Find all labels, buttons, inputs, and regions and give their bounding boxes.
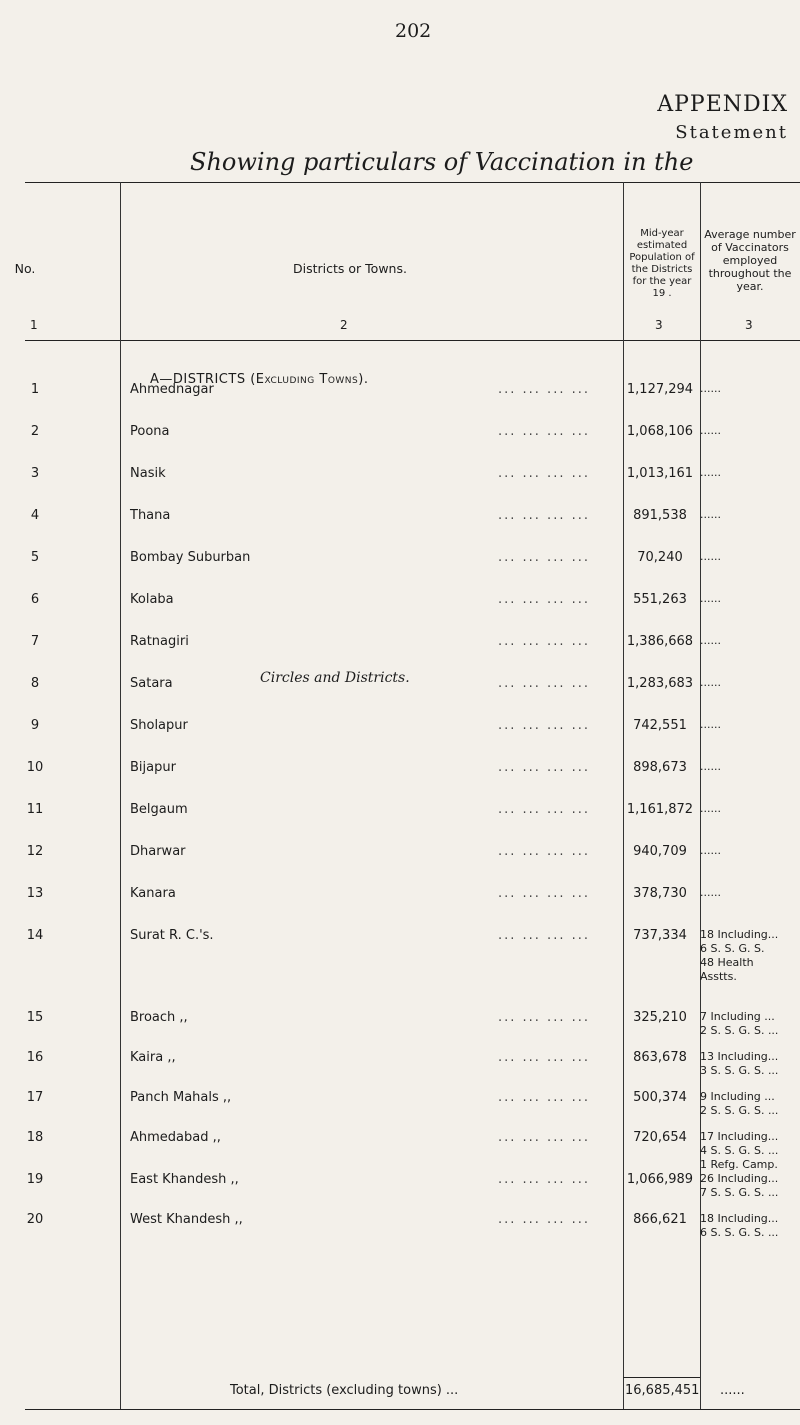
column-number-1: 1 bbox=[30, 318, 38, 332]
leader-dots: ... ... ... ... bbox=[498, 718, 590, 733]
row-number: 14 bbox=[26, 928, 44, 943]
district-name: Kolaba bbox=[130, 592, 174, 607]
table-row bbox=[0, 1050, 800, 1077]
table-row bbox=[0, 760, 800, 780]
vaccinators-value: ...... bbox=[700, 550, 721, 563]
row-number: 6 bbox=[30, 592, 40, 607]
vaccinators-value: 18 Including... 6 S. S. G. S. 48 Health Asstts. bbox=[700, 928, 779, 983]
leader-dots: ... ... ... ... bbox=[498, 634, 590, 649]
column-number-3: 3 bbox=[655, 318, 663, 332]
table-row bbox=[0, 550, 800, 570]
district-name: Kanara bbox=[130, 886, 176, 901]
district-name: Ahmedabad ,, bbox=[130, 1130, 221, 1145]
district-name: Bombay Suburban bbox=[130, 550, 251, 565]
row-number: 11 bbox=[26, 802, 44, 817]
row-number: 17 bbox=[26, 1090, 44, 1105]
table-caption: Showing particulars of Vaccination in the bbox=[190, 148, 694, 176]
population-value: 325,210 bbox=[633, 1010, 687, 1025]
leader-dots: ... ... ... ... bbox=[498, 382, 590, 397]
population-value: 1,066,989 bbox=[626, 1172, 694, 1187]
row-number: 19 bbox=[26, 1172, 44, 1187]
subheading: Circles and Districts. bbox=[260, 670, 410, 686]
table-row bbox=[0, 1130, 800, 1171]
vaccinators-value: ...... bbox=[700, 424, 721, 437]
population-value: 742,551 bbox=[633, 718, 687, 733]
population-value: 898,673 bbox=[633, 760, 687, 775]
table-row bbox=[0, 592, 800, 612]
column-number-2: 2 bbox=[340, 318, 348, 332]
column-number-4: 3 bbox=[745, 318, 753, 332]
table-row bbox=[0, 802, 800, 822]
leader-dots: ... ... ... ... bbox=[498, 1130, 590, 1145]
statement-title: Statement bbox=[675, 122, 788, 143]
header-no: No. bbox=[14, 261, 36, 276]
row-number: 10 bbox=[26, 760, 44, 775]
table-row bbox=[0, 718, 800, 738]
leader-dots: ... ... ... ... bbox=[498, 1010, 590, 1025]
leader-dots: ... ... ... ... bbox=[498, 844, 590, 859]
page-number: 202 bbox=[395, 20, 432, 42]
table-row bbox=[0, 844, 800, 864]
district-name: Belgaum bbox=[130, 802, 188, 817]
section-title-prefix: A—DISTRICTS bbox=[150, 372, 246, 387]
table-bottom-rule bbox=[25, 1409, 800, 1410]
population-value: 720,654 bbox=[633, 1130, 687, 1145]
header-districts: Districts or Towns. bbox=[293, 261, 407, 276]
district-name: Surat R. C.'s. bbox=[130, 928, 214, 943]
population-value: 737,334 bbox=[633, 928, 687, 943]
population-value: 866,621 bbox=[633, 1212, 687, 1227]
table-row bbox=[0, 676, 800, 696]
vaccinators-value: ...... bbox=[700, 760, 721, 773]
leader-dots: ... ... ... ... bbox=[498, 550, 590, 565]
leader-dots: ... ... ... ... bbox=[498, 592, 590, 607]
table-row bbox=[0, 928, 800, 983]
total-rule bbox=[623, 1377, 700, 1378]
header-bottom-rule bbox=[25, 340, 800, 341]
population-value: 1,013,161 bbox=[626, 466, 694, 481]
population-value: 940,709 bbox=[633, 844, 687, 859]
vaccinators-value: ...... bbox=[700, 382, 721, 395]
table-row bbox=[0, 508, 800, 528]
row-number: 7 bbox=[30, 634, 40, 649]
vaccinators-value: ...... bbox=[700, 508, 721, 521]
total-label: Total, Districts (excluding towns) ... bbox=[230, 1383, 459, 1398]
population-value: 1,127,294 bbox=[626, 382, 694, 397]
total-population: 16,685,451 bbox=[625, 1383, 700, 1398]
table-top-rule bbox=[25, 182, 800, 183]
population-value: 551,263 bbox=[633, 592, 687, 607]
row-number: 8 bbox=[30, 676, 40, 691]
vaccinators-value: ...... bbox=[700, 802, 721, 815]
row-number: 16 bbox=[26, 1050, 44, 1065]
leader-dots: ... ... ... ... bbox=[498, 424, 590, 439]
population-value: 1,161,872 bbox=[626, 802, 694, 817]
population-value: 378,730 bbox=[633, 886, 687, 901]
table-row bbox=[0, 382, 800, 402]
row-number: 9 bbox=[30, 718, 40, 733]
district-name: Panch Mahals ,, bbox=[130, 1090, 232, 1105]
vaccinators-value: ...... bbox=[700, 466, 721, 479]
vaccinators-value: ...... bbox=[700, 634, 721, 647]
table-row bbox=[0, 1172, 800, 1199]
vaccinators-value: 7 Including ... 2 S. S. G. S. ... bbox=[700, 1010, 779, 1037]
population-value: 70,240 bbox=[637, 550, 683, 565]
district-name: Kaira ,, bbox=[130, 1050, 176, 1065]
table-row bbox=[0, 886, 800, 906]
district-name: Bijapur bbox=[130, 760, 176, 775]
district-name: Sholapur bbox=[130, 718, 188, 733]
population-value: 863,678 bbox=[633, 1050, 687, 1065]
row-number: 2 bbox=[30, 424, 40, 439]
vaccinators-value: 26 Including... 7 S. S. G. S. ... bbox=[700, 1172, 779, 1199]
leader-dots: ... ... ... ... bbox=[498, 508, 590, 523]
district-name: Broach ,, bbox=[130, 1010, 188, 1025]
table-row bbox=[0, 1010, 800, 1037]
district-name: East Khandesh ,, bbox=[130, 1172, 239, 1187]
section-title-suffix: (Excluding Towns). bbox=[250, 372, 369, 387]
district-name: Poona bbox=[130, 424, 170, 439]
leader-dots: ... ... ... ... bbox=[498, 676, 590, 691]
row-number: 3 bbox=[30, 466, 40, 481]
row-number: 5 bbox=[30, 550, 40, 565]
leader-dots: ... ... ... ... bbox=[498, 886, 590, 901]
row-number: 1 bbox=[30, 382, 40, 397]
population-value: 891,538 bbox=[633, 508, 687, 523]
leader-dots: ... ... ... ... bbox=[498, 466, 590, 481]
population-value: 1,386,668 bbox=[626, 634, 694, 649]
district-name: West Khandesh ,, bbox=[130, 1212, 243, 1227]
row-number: 13 bbox=[26, 886, 44, 901]
leader-dots: ... ... ... ... bbox=[498, 1090, 590, 1105]
total-vaccinators: ...... bbox=[720, 1383, 745, 1398]
row-number: 18 bbox=[26, 1130, 44, 1145]
vaccinators-value: 9 Including ... 2 S. S. G. S. ... bbox=[700, 1090, 779, 1117]
vaccinators-value: 17 Including... 4 S. S. G. S. ... 1 Refg. Camp. bbox=[700, 1130, 779, 1171]
district-name: Ahmednagar bbox=[130, 382, 214, 397]
leader-dots: ... ... ... ... bbox=[498, 760, 590, 775]
appendix-title: APPENDIX bbox=[657, 92, 788, 117]
vaccinators-value: ...... bbox=[700, 844, 721, 857]
table-row bbox=[0, 634, 800, 654]
population-value: 1,068,106 bbox=[626, 424, 694, 439]
vaccinators-value: ...... bbox=[700, 718, 721, 731]
leader-dots: ... ... ... ... bbox=[498, 928, 590, 943]
row-number: 4 bbox=[30, 508, 40, 523]
vaccinators-value: 18 Including... 6 S. S. G. S. ... bbox=[700, 1212, 779, 1239]
district-name: Nasik bbox=[130, 466, 166, 481]
row-number: 12 bbox=[26, 844, 44, 859]
leader-dots: ... ... ... ... bbox=[498, 1172, 590, 1187]
vaccinators-value: ...... bbox=[700, 676, 721, 689]
row-number: 20 bbox=[26, 1212, 44, 1227]
table-row bbox=[0, 466, 800, 486]
population-value: 1,283,683 bbox=[626, 676, 694, 691]
table-row bbox=[0, 1090, 800, 1117]
table-row bbox=[0, 424, 800, 444]
row-number: 15 bbox=[26, 1010, 44, 1025]
table-row bbox=[0, 1212, 800, 1239]
vaccinators-value: ...... bbox=[700, 592, 721, 605]
district-name: Ratnagiri bbox=[130, 634, 189, 649]
population-value: 500,374 bbox=[633, 1090, 687, 1105]
header-population: Mid-year estimated Population of the Districts for the year 19 . bbox=[629, 228, 695, 299]
district-name: Dharwar bbox=[130, 844, 186, 859]
vaccinators-value: ...... bbox=[700, 886, 721, 899]
district-name: Thana bbox=[130, 508, 171, 523]
vaccinators-value: 13 Including... 3 S. S. G. S. ... bbox=[700, 1050, 779, 1077]
leader-dots: ... ... ... ... bbox=[498, 802, 590, 817]
district-name: Satara bbox=[130, 676, 173, 691]
leader-dots: ... ... ... ... bbox=[498, 1212, 590, 1227]
header-vaccinators: Average number of Vaccinators employed throughout the year. bbox=[704, 228, 796, 293]
leader-dots: ... ... ... ... bbox=[498, 1050, 590, 1065]
